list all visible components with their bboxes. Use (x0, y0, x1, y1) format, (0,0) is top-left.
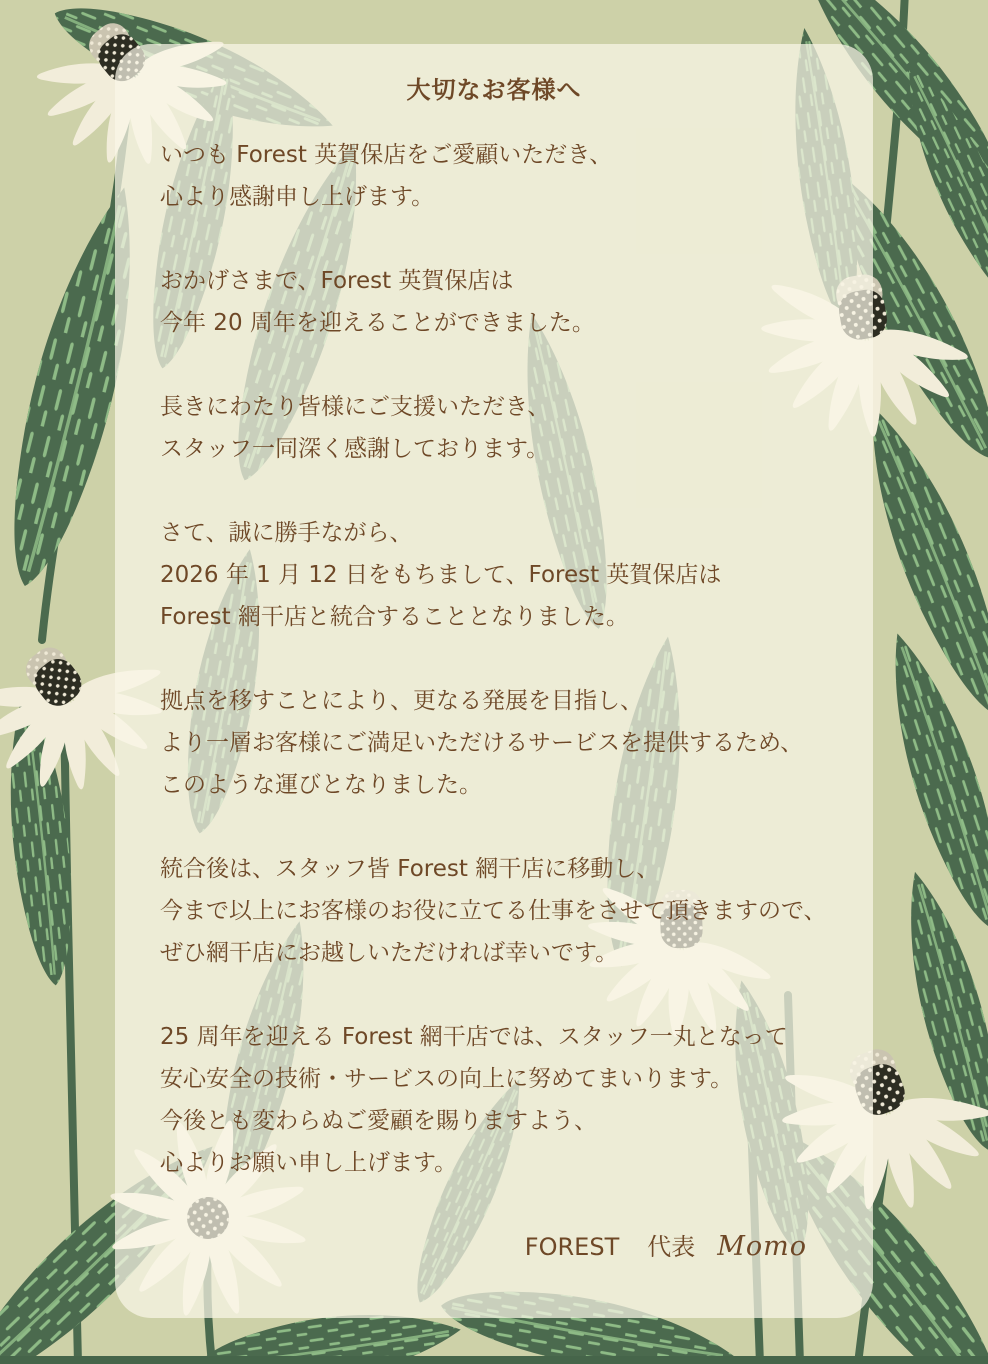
letter-paragraph (160, 848, 828, 974)
signature-company: FOREST (524, 1233, 620, 1261)
letter-line: 今後とも変わらぬご愛顧を賜りますよう、 (160, 1108, 597, 1134)
letter-line: いつも Forest 英賀保店をご愛顧いただき、 (160, 142, 613, 168)
letter-line: スタッフ一同深く感謝しております。 (160, 436, 550, 462)
letter-paragraph (160, 134, 828, 218)
letter-line: このような運びとなりました。 (160, 772, 482, 798)
letter-line: 今まで以上にお客様のお役に立てる仕事をさせて頂きますので、 (160, 898, 827, 924)
letter-line: 統合後は、スタッフ皆 Forest 網干店に移動し、 (160, 856, 660, 882)
letter-line: 拠点を移すことにより、更なる発展を目指し、 (160, 688, 643, 714)
letter-line: 安心安全の技術・サービスの向上に努めてまいります。 (160, 1066, 734, 1092)
signature-name: Momo (717, 1231, 807, 1262)
letter-paragraph (160, 260, 828, 344)
letter-line: Forest 網干店と統合することとなりました。 (160, 604, 629, 630)
signature-role: 代表 (647, 1233, 696, 1261)
letter-line: 25 周年を迎える Forest 網干店では、スタッフ一丸となって (160, 1024, 788, 1050)
letter-line: ぜひ網干店にお越しいただければ幸いです。 (160, 940, 619, 966)
letter-paragraph (160, 386, 828, 470)
letter-line: 長きにわたり皆様にご支援いただき、 (160, 394, 551, 420)
letter-title: 大切なお客様へ (406, 76, 582, 104)
letter-line: さて、誠に勝手ながら、 (160, 520, 413, 546)
bottom-edge-strip (0, 1356, 988, 1364)
letter-line: 心よりお願い申し上げます。 (160, 1150, 458, 1176)
signature (160, 1226, 828, 1268)
letter-paragraph (160, 512, 828, 638)
letter-line: より一層お客様にご満足いただけるサービスを提供するため、 (160, 730, 804, 756)
letter-paragraph (160, 680, 828, 806)
letter-line: 2026 年 1 月 12 日をもちまして、Forest 英賀保店は (160, 562, 722, 588)
letter-line: おかげさまで、Forest 英賀保店は (160, 268, 514, 294)
letter-line: 心より感謝申し上げます。 (160, 184, 435, 210)
letter-paragraph (160, 1016, 828, 1184)
letter-content (115, 44, 873, 1318)
letter-line: 今年 20 周年を迎えることができました。 (160, 310, 595, 336)
letter-body (160, 134, 828, 1184)
